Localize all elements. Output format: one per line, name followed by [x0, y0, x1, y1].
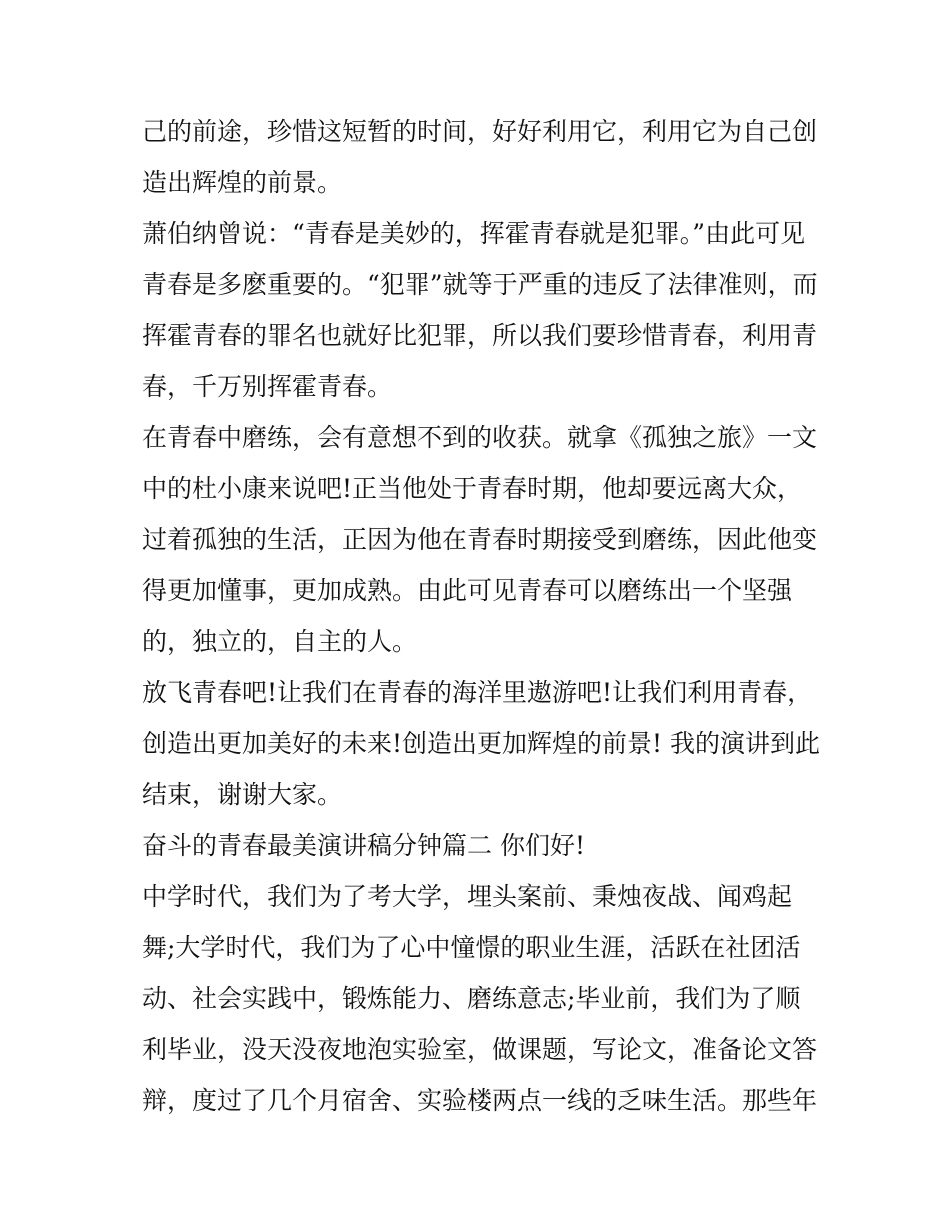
text-line: 过着孤独的生活，正因为他在青春时期接受到磨练，因此他变: [142, 525, 818, 554]
section-heading: 奋斗的青春最美演讲稿分钟篇二 你们好!: [142, 831, 585, 860]
text-line: 在青春中磨练，会有意想不到的收获。就拿《孤独之旅》一文: [142, 423, 818, 452]
text-line: 造出辉煌的前景。: [142, 168, 343, 197]
text-line: 动、社会实践中，锻炼能力、磨练意志;毕业前，我们为了顺: [142, 984, 801, 1013]
text-line: 舞;大学时代，我们为了心中憧憬的职业生涯，活跃在社团活: [142, 933, 801, 962]
text-line: 萧伯纳曾说：“青春是美妙的，挥霍青春就是犯罪。”由此可见: [142, 219, 806, 248]
text-line: 中的杜小康来说吧!正当他处于青春时期，他却要远离大众，: [142, 474, 803, 503]
text-line: 创造出更加美好的未来!创造出更加辉煌的前景! 我的演讲到此: [142, 729, 821, 758]
text-line: 的，独立的，自主的人。: [142, 627, 418, 656]
text-line: 青春是多麽重要的。“犯罪”就等于严重的违反了法律准则，而: [142, 270, 818, 299]
document-body: [142, 106, 822, 1126]
text-line: 放飞青春吧!让我们在青春的海洋里遨游吧!让我们利用青春，: [142, 678, 813, 707]
text-line: 己的前途，珍惜这短暂的时间，好好利用它，利用它为自己创: [142, 117, 818, 146]
text-line: 得更加懂事，更加成熟。由此可见青春可以磨练出一个坚强: [142, 576, 793, 605]
text-line: 春，千万别挥霍青春。: [142, 372, 393, 401]
text-line: 结束，谢谢大家。: [142, 780, 343, 809]
text-line: 中学时代，我们为了考大学，埋头案前、秉烛夜战、闻鸡起: [142, 882, 793, 911]
text-line: 利毕业，没天没夜地泡实验室，做课题，写论文，准备论文答: [142, 1035, 818, 1064]
text-line: 挥霍青春的罪名也就好比犯罪，所以我们要珍惜青春，利用青: [142, 321, 818, 350]
text-line: 辩，度过了几个月宿舍、实验楼两点一线的乏味生活。那些年: [142, 1086, 818, 1115]
